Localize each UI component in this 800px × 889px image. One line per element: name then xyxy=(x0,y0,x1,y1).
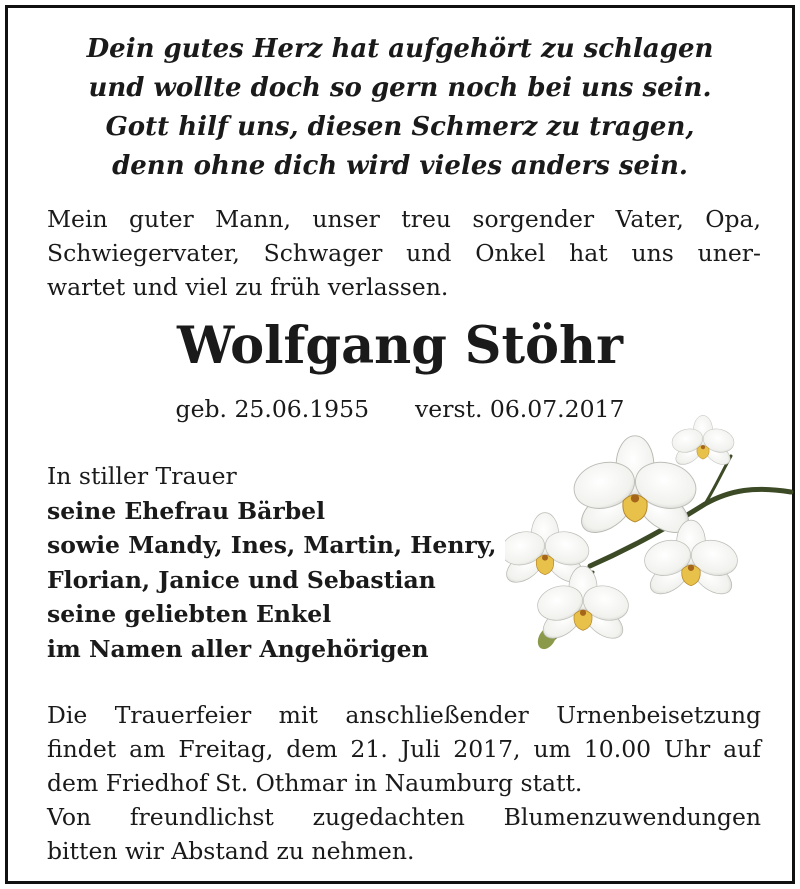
orchid-flower xyxy=(669,415,736,469)
service-line: bitten wir Abstand zu nehmen. xyxy=(47,837,415,865)
mourner-line: sowie Mandy, Ines, Martin, Henry, xyxy=(47,531,497,559)
birth-date: geb. 25.06.1955 xyxy=(175,395,370,423)
deceased-name: Wolfgang Stöhr xyxy=(176,316,623,376)
death-date: verst. 06.07.2017 xyxy=(415,395,625,423)
funeral-service-info xyxy=(47,698,761,868)
mourners-list xyxy=(47,459,517,666)
mourning-intro: In stiller Trauer xyxy=(47,462,237,490)
orchid-branch-icon xyxy=(505,406,795,656)
poem-line: denn ohne dich wird vieles anders sein. xyxy=(112,151,688,181)
announcement-line: Schwiegervater, Schwager und Onkel hat uns uner- xyxy=(47,239,761,267)
announcement-line: wartet und viel zu früh verlassen. xyxy=(47,273,449,301)
mourner-line: seine geliebten Enkel xyxy=(47,600,332,628)
mourner-line: seine Ehefrau Bärbel xyxy=(47,496,326,525)
orchid-flower xyxy=(534,566,633,645)
service-line: findet am Freitag, dem 21. Juli 2017, um 10.00 Uhr auf xyxy=(47,735,761,763)
memorial-poem xyxy=(8,30,792,186)
poem-line: Dein gutes Herz hat aufgehört zu schlagen xyxy=(86,34,714,64)
announcement-text xyxy=(47,202,761,304)
service-line: Von freundlichst zugedachten Blumenzuwendungen xyxy=(47,803,761,831)
service-line: dem Friedhof St. Othmar in Naumburg statt. xyxy=(47,769,583,797)
mourner-line: Florian, Janice und Sebastian xyxy=(47,565,436,594)
poem-line: Gott hilf uns, diesen Schmerz zu tragen, xyxy=(105,112,695,142)
announcement-line: Mein guter Mann, unser treu sorgender Vater, Opa, xyxy=(47,205,761,233)
service-line: Die Trauerfeier mit anschließender Urnenbeisetzung xyxy=(47,701,761,729)
mourner-line: im Namen aller Angehörigen xyxy=(47,634,429,663)
poem-line: und wollte doch so gern noch bei uns sein. xyxy=(88,73,712,103)
obituary-card xyxy=(5,5,795,884)
